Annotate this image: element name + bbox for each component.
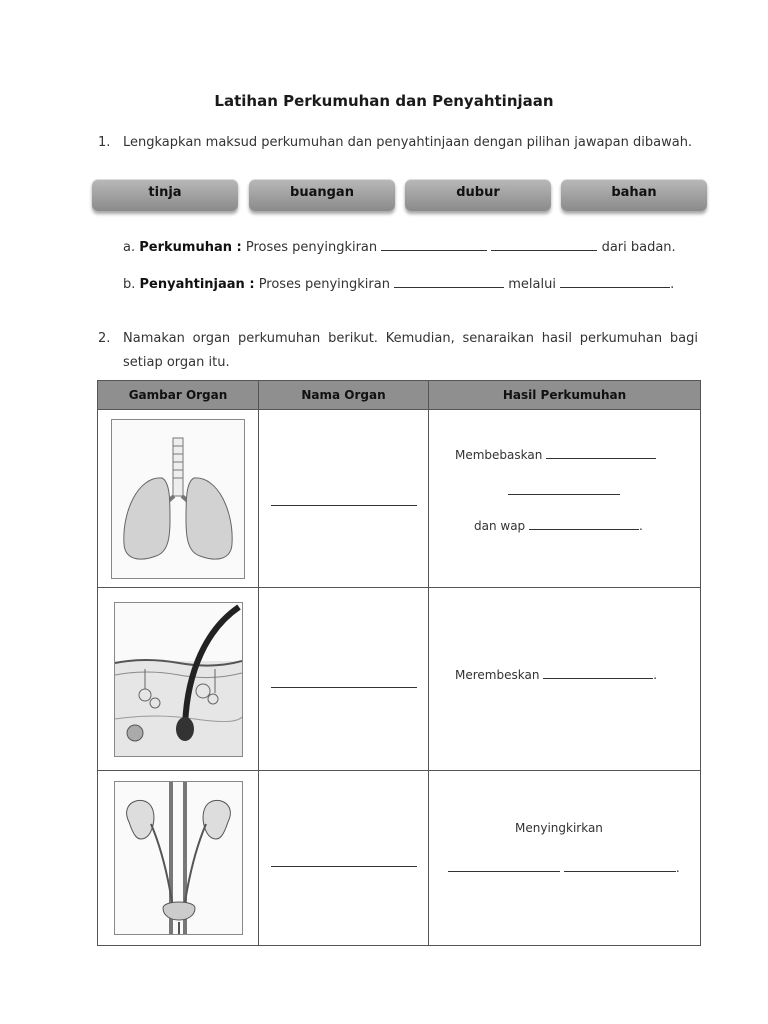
- table-header-row: [98, 381, 701, 410]
- question-number: 1.: [98, 135, 111, 150]
- choice-bahan[interactable]: bahan: [561, 179, 707, 211]
- answer-blank[interactable]: [448, 859, 560, 872]
- item-text: Proses penyingkiran: [258, 277, 390, 292]
- table-row: [98, 771, 701, 946]
- hasil-text: Merembeskan: [455, 668, 540, 682]
- question-1: [98, 131, 698, 155]
- table-row: [98, 410, 701, 588]
- hasil-text: .: [639, 519, 643, 533]
- answer-blank[interactable]: [560, 275, 670, 288]
- lungs-icon: [111, 419, 245, 579]
- hasil-text: .: [675, 861, 680, 875]
- question-text: Lengkapkan maksud perkumuhan dan penyahtinjaan dengan pilihan jawapan dibawah.: [123, 135, 693, 150]
- hasil-text: Membebaskan: [455, 448, 543, 462]
- item-b: [123, 275, 674, 292]
- item-term: Perkumuhan :: [139, 240, 242, 255]
- answer-blank[interactable]: [564, 859, 676, 872]
- answer-blank[interactable]: [529, 517, 639, 530]
- item-text: dari badan.: [601, 240, 676, 255]
- header-gambar-organ: Gambar Organ: [98, 381, 259, 410]
- hasil-text: .: [653, 668, 658, 682]
- item-text: Proses penyingkiran: [245, 240, 378, 255]
- question-text: Namakan organ perkumuhan berikut. Kemudian, senaraikan hasil perkumuhan bagi setiap organ itu.: [123, 331, 698, 370]
- item-text: .: [670, 277, 675, 292]
- item-term: Penyahtinjaan :: [139, 277, 255, 292]
- organ-name-blank[interactable]: [271, 686, 417, 688]
- answer-blank[interactable]: [508, 482, 620, 495]
- choice-buangan[interactable]: buangan: [249, 179, 395, 211]
- table-row: [98, 588, 701, 771]
- header-nama-organ: Nama Organ: [259, 381, 429, 410]
- question-number: 2.: [98, 331, 111, 346]
- item-text: melalui: [508, 277, 556, 292]
- kidneys-icon: [114, 781, 243, 935]
- answer-blank[interactable]: [381, 238, 487, 251]
- skin-icon: [114, 602, 243, 757]
- answer-blank[interactable]: [491, 238, 597, 251]
- answer-blank[interactable]: [543, 666, 653, 679]
- question-2: [98, 327, 698, 375]
- answer-blank[interactable]: [394, 275, 504, 288]
- organ-name-blank[interactable]: [271, 504, 417, 506]
- hasil-text: Menyingkirkan: [515, 821, 603, 835]
- hasil-text: dan wap: [474, 519, 526, 533]
- page-title: Latihan Perkumuhan dan Penyahtinjaan: [214, 92, 554, 110]
- choice-tinja[interactable]: tinja: [92, 179, 238, 211]
- organ-table: [97, 380, 701, 946]
- answer-choices: [92, 179, 708, 215]
- item-a: [123, 238, 676, 255]
- item-letter: b.: [123, 277, 136, 292]
- header-hasil-perkumuhan: Hasil Perkumuhan: [429, 381, 701, 410]
- answer-blank[interactable]: [546, 446, 656, 459]
- organ-name-blank[interactable]: [271, 865, 417, 867]
- choice-dubur[interactable]: dubur: [405, 179, 551, 211]
- item-letter: a.: [123, 240, 136, 255]
